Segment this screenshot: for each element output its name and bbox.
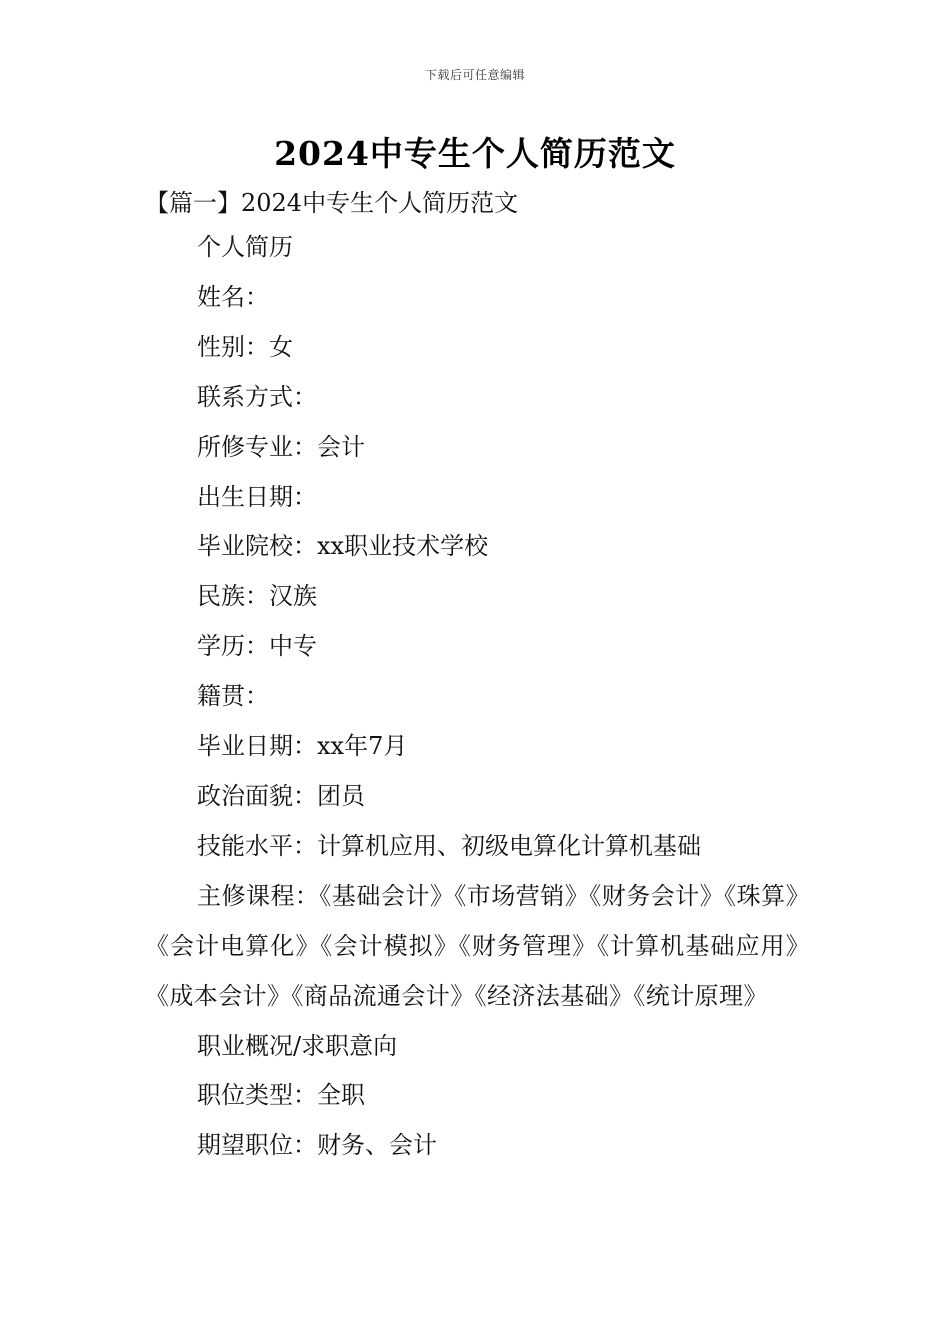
field-desired-position: 期望职位：财务、会计: [197, 1131, 437, 1160]
field-birth-date: 出生日期：: [197, 482, 317, 511]
field-graduation-date: 毕业日期：xx年7月: [197, 732, 408, 761]
resume-heading: 个人简历: [197, 233, 293, 261]
field-native-place: 籍贯：: [197, 682, 269, 711]
header-note: 下载后可任意编辑: [424, 68, 525, 82]
field-skills: 技能水平：计算机应用、初级电算化计算机基础: [197, 831, 701, 860]
career-section-heading: 职业概况/求职意向: [197, 1031, 398, 1060]
resume-body: [145, 223, 810, 1171]
field-education: 学历：中专: [197, 632, 317, 661]
field-school: 毕业院校：xx职业技术学校: [197, 532, 489, 561]
field-political-status: 政治面貌：团员: [197, 781, 365, 810]
courses-paragraph: 主修课程：《基础会计》《市场营销》《财务会计》《珠算》《会计电算化》《会计模拟》《财务管理》《计算机基础应用》《成本会计》《商品流通会计》《经济法基础》《统计原理》: [145, 881, 810, 1010]
field-gender: 性别：女: [197, 332, 293, 361]
field-major: 所修专业：会计: [197, 432, 365, 461]
field-job-type: 职位类型：全职: [197, 1081, 365, 1110]
field-contact: 联系方式：: [197, 382, 317, 411]
document-title: 2024中专生个人简历范文: [274, 134, 676, 173]
section-heading: 【篇一】2024中专生个人简历范文: [145, 189, 519, 217]
field-name: 姓名：: [197, 282, 269, 311]
field-ethnicity: 民族：汉族: [197, 582, 317, 611]
